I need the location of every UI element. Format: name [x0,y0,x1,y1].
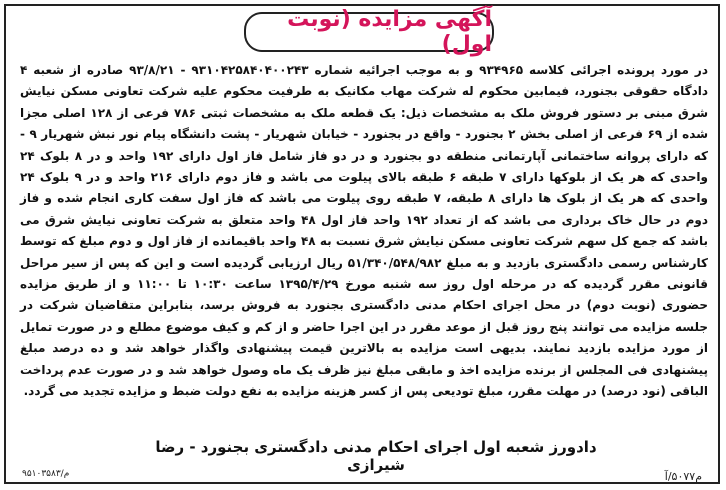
title-box [244,7,494,57]
notice-title: آگهی مزایده (نوبت اول) [287,7,492,57]
reference-code-left: م/۹۵۱۰۳۵۸۳ [22,469,70,479]
notice-paragraph: در مورد پرونده اجرائی کلاسه ۹۳۴۹۶۵ و به موجب اجرائیه شماره ۹۳۱۰۴۲۵۸۴۰۴۰۰۲۴۳ - ۹۳/۸/۲۱ صادره از شعبه ۴ دادگاه حقوقی بجنورد، فیمابین محکوم له شرکت مهاب مکانیک به طرفیت محکوم علیه شرکت تعاونی مسکن نیایش شرق مبنی بر دستور فروش ملک به مشخصات ذیل: یک قطعه ملک به مشخصات ثبتی ۷۸۶ فرعی از ۱۲۸ اصلی مجزا شده از ۶۹ فرعی از اصلی بخش ۲ بجنورد - واقع در بجنورد - خیابان شهریار - پشت دانشگاه پیام نور نبش شهریار ۹ - که دارای پروانه ساختمانی آپارتمانی منطقه دو بجنورد و در دو فاز شامل فاز اول دارای ۱۹۲ واحد و در ۸ بلوک ۲۴ واحدی که هر یک از بلوکها دارای ۷ طبقه ۶ طبقه بالای پیلوت می باشد و فاز دوم دارای ۲۱۶ واحد و در ۹ بلوک ۲۴ واحدی که هر یک از بلوک ها دارای ۸ طبقه، ۷ طبقه روی پیلوت می باشد که فاز اول سفت کاری انجام شده و فاز دوم در حال خاک برداری می باشد که از تعداد ۱۹۲ واحد فاز اول ۴۸ واحد متعلق به شرکت تعاونی نیایش شرق می باشد که جمع کل سهم شرکت تعاونی مسکن نیایش شرق نسبت به ۴۸ واحد باقیمانده از فاز اول و دوم مبلغ که توسط کارشناس رسمی دادگستری بازدید و به مبلغ ۵۱/۳۴۰/۵۴۸/۹۸۲ ریال ارزیابی گردیده است و این که پس از سیر مراحل قانونی مقرر گردیده که در مرحله اول روز سه شنبه مورخ ۱۳۹۵/۴/۲۹ ساعت ۱۰:۳۰ تا ۱۱:۰۰ و از طریق مزایده حضوری (نوبت دوم) در محل اجرای احکام مدنی دادگستری بجنورد به فروش برسد، بنابراین متقاضیان شرکت در جلسه مزایده می توانند پنج روز قبل از موعد مقرر در این اجرا حاضر و از کم و کیف موضوع مطلع و در صورت تمایل از مورد مزایده بازدید نمایند. بدیهی است مزایده به بالاترین قیمت پیشنهادی واگذار خواهد شد و ده درصد مبلغ پیشنهادی فی المجلس از برنده مزایده اخذ و مابقی مبلغ نیز ظرف یک ماه وصول خواهد شد و در صورت عدم پرداخت الباقی (نود درصد) در مهلت مقرر، مبلغ تودیعی پس از کسر هزینه مزایده به نفع دولت ضبط و مزایده تجدید می گردد. [20,63,709,399]
signature-line: دادورز شعبه اول اجرای احکام مدنی دادگستری بجنورد - رضا شیرازی [155,438,597,474]
reference-code-right: م۵۰۷۷/آ [664,470,702,483]
notice-frame [4,4,720,484]
notice-body [20,60,708,403]
